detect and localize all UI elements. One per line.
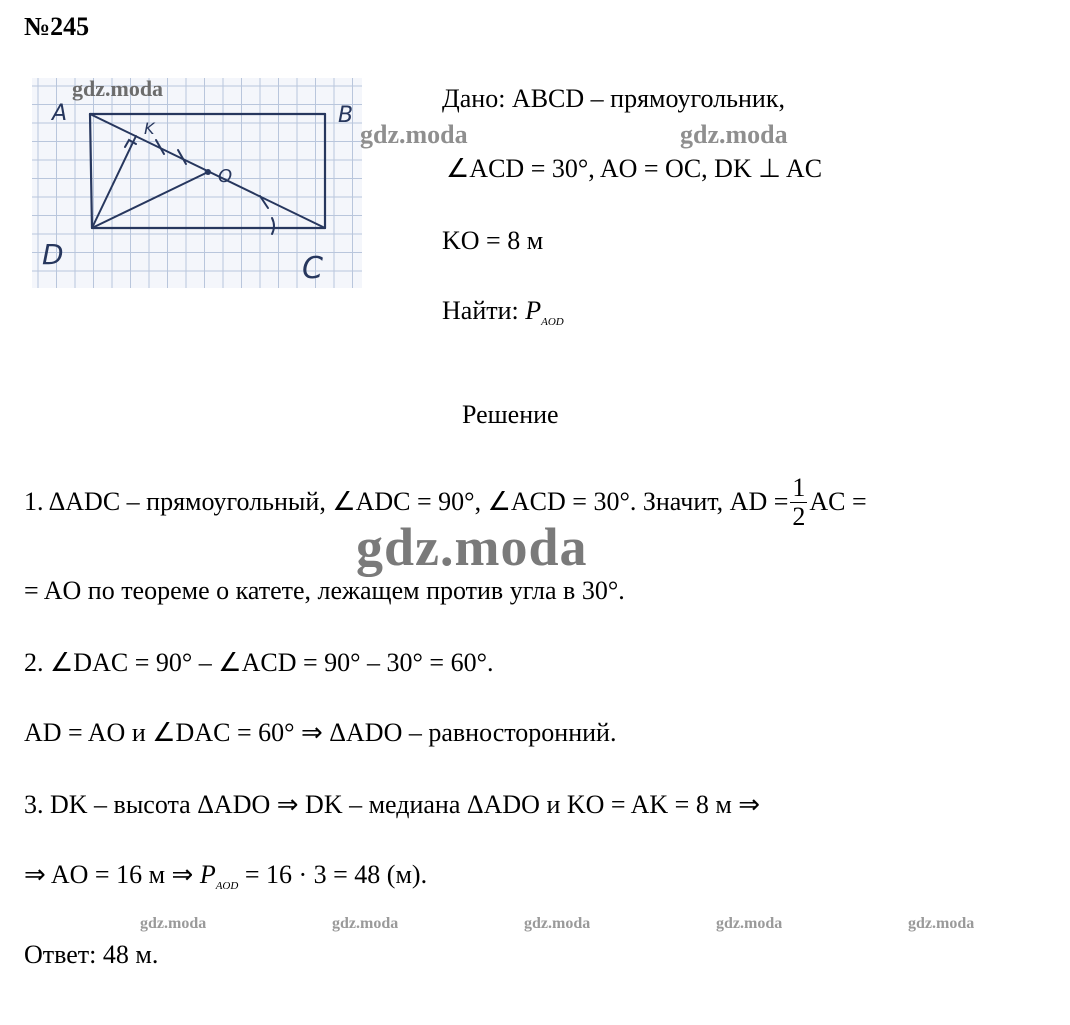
step-3-line-2 xyxy=(24,860,427,892)
label-o: O xyxy=(218,166,233,187)
geometry-sketch xyxy=(32,78,362,288)
label-b: B xyxy=(338,103,354,128)
problem-number: №245 xyxy=(24,12,90,41)
watermark-row-3: gdz.moda xyxy=(524,915,591,932)
watermark-given-1: gdz.moda xyxy=(360,120,468,149)
step-1-text-b: AC = xyxy=(809,487,867,516)
given-line-1: Дано: ABCD – прямоугольник, xyxy=(442,84,785,113)
step-2-line-2: AD = AO и ∠DAC = 60° ⇒ ΔADO – равносторонний. xyxy=(24,718,617,747)
label-k: K xyxy=(144,119,155,138)
fraction-denominator: 2 xyxy=(792,501,806,531)
watermark-center: gdz.moda xyxy=(356,517,588,577)
find-line xyxy=(442,296,564,328)
watermark-row-5: gdz.moda xyxy=(908,915,975,932)
step-1-line-2: = AO по теореме о катете, лежащем против угла в 30°. xyxy=(24,576,625,605)
label-d: D xyxy=(42,238,64,271)
step-1-line-1 xyxy=(24,470,867,534)
label-c: C xyxy=(302,251,323,286)
watermark-given-2: gdz.moda xyxy=(680,120,788,149)
step-3-text-b: = 16 · 3 = 48 (м). xyxy=(244,860,428,889)
watermark-sketch: gdz.moda xyxy=(72,76,164,101)
watermark-row-1: gdz.moda xyxy=(140,915,207,932)
find-perimeter: P xyxy=(525,296,542,325)
fraction-numerator: 1 xyxy=(792,472,806,502)
find-perimeter-sub: AOD xyxy=(541,316,564,328)
step-1-text-a: 1. ΔADC – прямоугольный, ∠ADC = 90°, ∠ACD = 30°. Значит, AD = xyxy=(24,487,789,516)
label-a: A xyxy=(52,101,68,126)
fraction-one-half xyxy=(790,474,807,531)
watermark-row-4: gdz.moda xyxy=(716,915,783,932)
point-o xyxy=(205,169,211,175)
step-3-perimeter-sub: AOD xyxy=(215,880,239,892)
answer: Ответ: 48 м. xyxy=(24,940,159,969)
given-line-2: ∠ACD = 30°, AO = OC, DK ⊥ AC xyxy=(446,154,823,183)
find-prefix: Найти: xyxy=(442,296,519,325)
step-2-line-1: 2. ∠DAC = 90° – ∠ACD = 90° – 30° = 60°. xyxy=(24,648,494,677)
step-3-perimeter: P xyxy=(199,860,216,889)
step-3-text-a: ⇒ AO = 16 м ⇒ xyxy=(24,860,194,889)
solution-title: Решение xyxy=(462,400,559,429)
given-line-3: KO = 8 м xyxy=(442,226,544,255)
watermark-row-2: gdz.moda xyxy=(332,915,399,932)
step-3-line-1: 3. DK – высота ΔADO ⇒ DK – медиана ΔADO и KO = AK = 8 м ⇒ xyxy=(24,790,761,819)
